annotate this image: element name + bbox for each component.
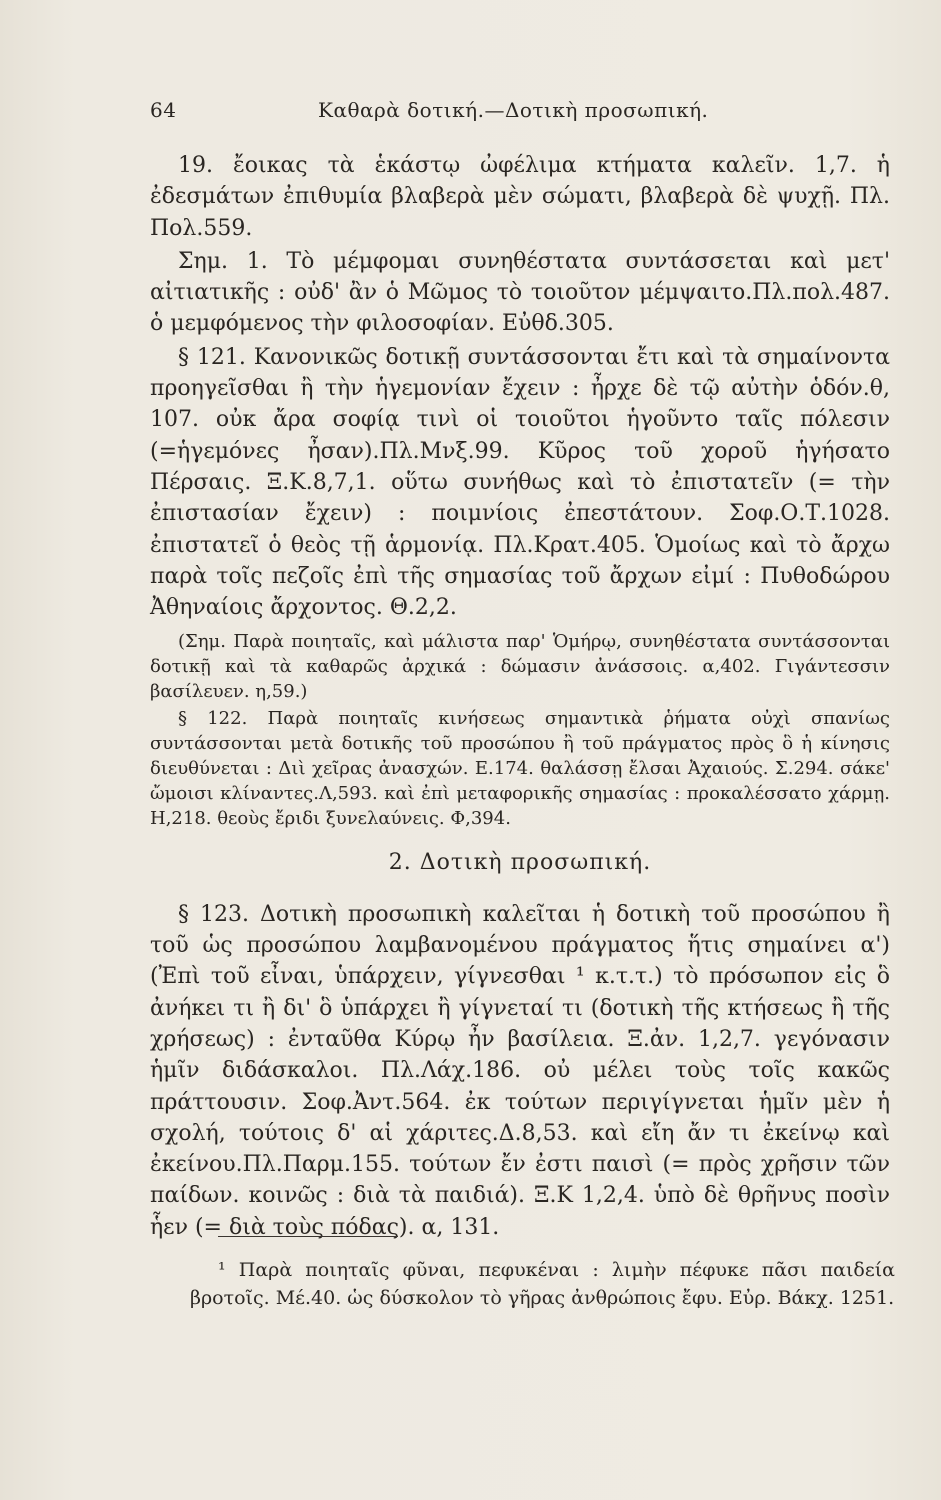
- note-1: Σημ. 1. Τὸ μέμφομαι συνηθέστατα συντάσσεται καὶ μετ' αἰτιατικῆς : οὐδ' ἂν ὁ Μῶμος τὸ τοιοῦτον μέμψαιτο.Πλ.πολ.487. ὁ μεμφόμενος τὴν φιλοσοφίαν. Εὐθδ.305.: [150, 248, 890, 337]
- page-number: 64: [150, 98, 177, 122]
- section-122: § 122. Παρὰ ποιηταῖς κινήσεως σημαντικὰ ῥήματα οὐχὶ σπανίως συντάσσονται μετὰ δοτικῆς τοῦ προσώπου ἢ τοῦ πράγματος πρὸς ὃ ἡ κίνησις διευθύνεται : Διὶ χεῖρας ἀνασχών. Ε.174. θαλάσσῃ ἔλσαι Ἀχαιούς. Σ.294. σάκε' ὤμοισι κλίναντες.Λ,593. καὶ ἐπὶ μεταφορικῆς σημασίας : προκαλέσσατο χάρμῃ. Η,218. θεοὺς ἔριδι ξυνελαύνεις. Φ,394.: [150, 708, 890, 830]
- section-title: 2. Δοτικὴ προσωπική.: [388, 850, 652, 876]
- footnote: ¹ Παρὰ ποιηταῖς φῦναι, πεφυκέναι : λιμὴν πέφυκε πᾶσι παιδεία βροτοῖς. Μέ.40. ὡς δύσκολον τὸ γῆρας ἀνθρώποις ἔφυ. Εὐρ. Βάκχ. 1251.: [190, 1259, 895, 1309]
- section-123: § 123. Δοτικὴ προσωπικὴ καλεῖται ἡ δοτικὴ τοῦ προσώπου ἢ τοῦ ὡς προσώπου λαμβανομένου πράγματος ἥτις σημαίνει α') (Ἐπὶ τοῦ εἶναι, ὑπάρχειν, γίγνεσθαι ¹ κ.τ.τ.) τὸ πρόσωπον εἰς ὃ ἀνήκει τι ἢ δι' ὃ ὑπάρχει ἢ γίγνεταί τι (δοτικὴ τῆς κτήσεως ἢ τῆς χρήσεως) : ἐνταῦθα Κύρῳ ἦν βασίλεια. Ξ.ἀν. 1,2,7. γεγόνασιν ἡμῖν διδάσκαλοι. Πλ.Λάχ.186. οὐ μέλει τοὺς τοῖς κακῶς πράττουσιν. Σοφ.Ἀντ.564. ἐκ τούτων περιγίγνεται ἡμῖν μὲν ἡ σχολή, τούτοις δ' αἱ χάριτες.Δ.8,53. καὶ εἴη ἄν τι ἐκείνῳ καὶ ἐκείνου.Πλ.Παρμ.155. τούτων ἔν ἐστι παισὶ (= πρὸς χρῆσιν τῶν παίδων. κοινῶς : διὰ τὰ παιδιά). Ξ.Κ 1,2,4. ὑπὸ δὲ θρῆνυς ποσὶν ἧεν (= διὰ τοὺς πόδας). α, 131.: [150, 901, 890, 1240]
- page-body: [150, 150, 890, 1245]
- section-121: § 121. Κανονικῶς δοτικῇ συντάσσονται ἔτι καὶ τὰ σημαίνοντα προηγεῖσθαι ἢ τὴν ἡγεμονίαν ἔχειν : ἦρχε δὲ τῷ αὐτὴν ὁδόν.θ, 107. οὐκ ἄρα σοφίᾳ τινὶ οἱ τοιοῦτοι ἡγοῦντο ταῖς πόλεσιν (=ἡγεμόνες ἦσαν).Πλ.Μνξ.99. Κῦρος τοῦ χοροῦ ἡγήσατο Πέρσαις. Ξ.Κ.8,7,1. οὕτω συνήθως καὶ τὸ ἐπιστατεῖν (= τὴν ἐπιστασίαν ἔχειν) : ποιμνίοις ἐπεστάτουν. Σοφ.Ο.Τ.1028. ἐπιστατεῖ ὁ θεὸς τῇ ἁρμονίᾳ. Πλ.Κρατ.405. Ὁμοίως καὶ τὸ ἄρχω παρὰ τοῖς πεζοῖς ἐπὶ τῆς σημασίας τοῦ ἄρχων εἰμί : Πυθοδώρου Ἀθηναίοις ἄρχοντος. Θ.2,2.: [150, 344, 890, 621]
- note-poets: (Σημ. Παρὰ ποιηταῖς, καὶ μάλιστα παρ' Ὁμήρῳ, συνηθέστατα συντάσσονται δοτικῇ καὶ τὰ καθαρῶς ἀρχικά : δώμασιν ἀνάσσοις. α,402. Γιγάντεσσιν βασίλευεν. η,59.): [150, 631, 890, 703]
- paragraph-19: 19. ἔοικας τὰ ἑκάστῳ ὠφέλιμα κτήματα καλεῖν. 1,7. ἡ ἐδεσμάτων ἐπιθυμία βλαβερὰ μὲν σώματι, βλαβερὰ δὲ ψυχῇ. Πλ. Πολ.559.: [150, 153, 890, 241]
- running-title: Καθαρὰ δοτική.—Δοτικὴ προσωπική.: [318, 98, 709, 122]
- footnote-rule: [218, 1236, 398, 1237]
